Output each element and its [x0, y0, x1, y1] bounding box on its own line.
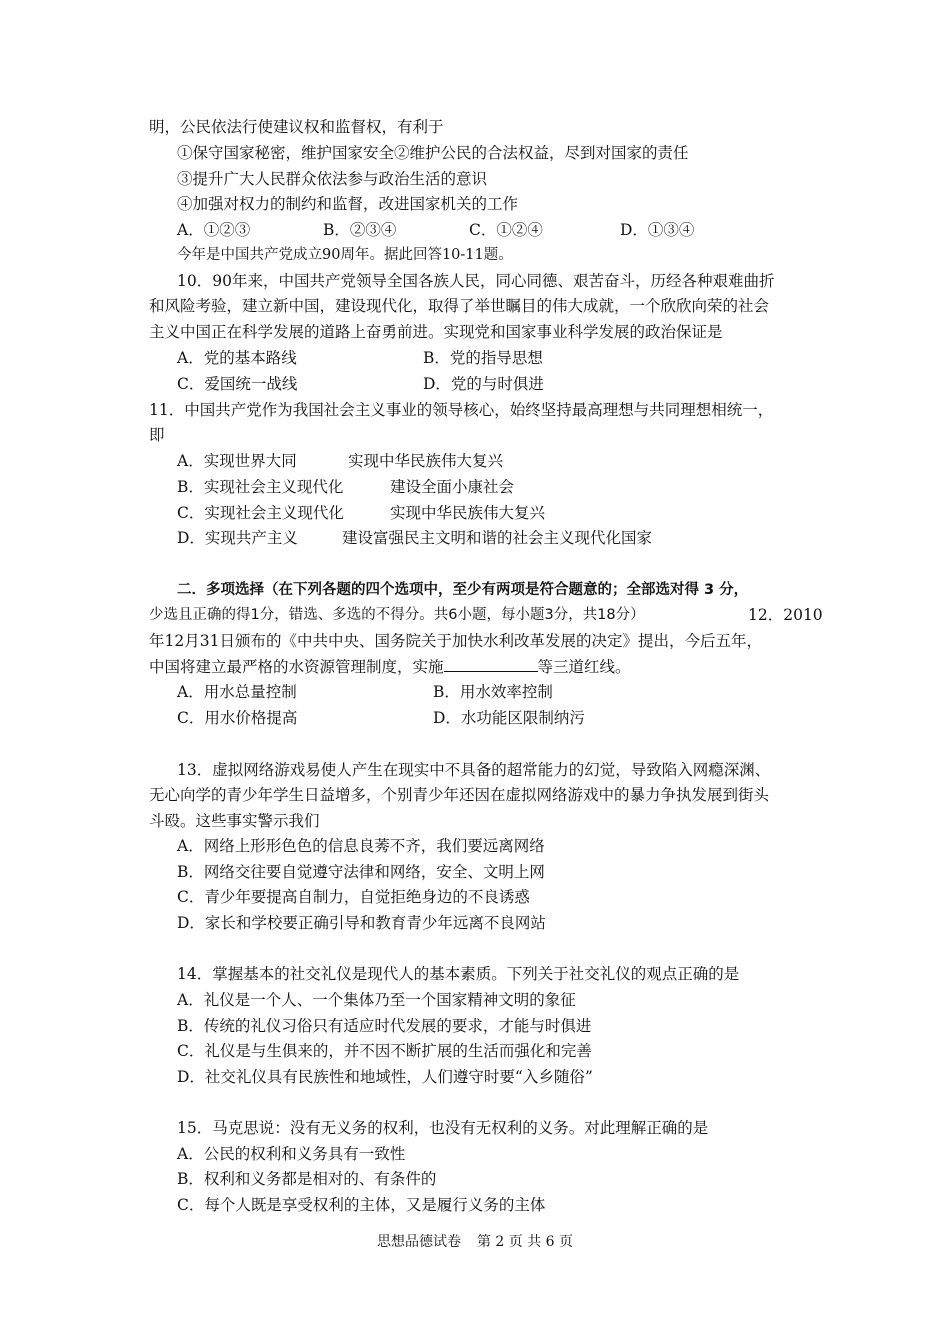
section-2-heading-cont: 少选且正确的得1分，错选、多选的不得分。共6小题，每小题3分，共18分）: [149, 607, 645, 623]
q11-option-a: [177, 451, 504, 471]
context-10-11: 今年是中国共产党成立90周年。据此回答10-11题。: [177, 247, 513, 263]
q13-line-1: 13．虚拟网络游戏易使人产生在现实中不具备的超常能力的幻觉，导致陷入网瘾深渊、: [177, 761, 771, 779]
page-footer: [0, 1231, 950, 1251]
q10-option-d: D．党的与时俱进: [423, 375, 544, 393]
q14-stem: 14．掌握基本的社交礼仪是现代人的基本素质。下列关于社交礼仪的观点正确的是: [177, 965, 740, 983]
section-2-heading: 二．多项选择（在下列各题的四个选项中，至少有两项是符合题意的；全部选对得 3 分，: [177, 582, 749, 598]
q10-line-3: 主义中国正在科学发展的道路上奋勇前进。实现党和国家事业科学发展的政治保证是: [149, 323, 723, 341]
q9-option-c: C．①②④: [469, 221, 543, 239]
q11-option-b-second: 建设全面小康社会: [390, 478, 515, 496]
q12-option-b: B．用水效率控制: [433, 683, 553, 701]
q11-option-b-label: B．实现社会主义现代化: [177, 478, 344, 496]
q9-stem-tail: 明，公民依法行使建议权和监督权，有利于: [149, 118, 444, 136]
q11-option-a-label: A．实现世界大同: [177, 452, 297, 470]
q11-option-b: [177, 477, 515, 497]
q12-number: 12．2010: [748, 606, 823, 624]
q14-option-b: B．传统的礼仪习俗只有适应时代发展的要求，才能与时俱进: [177, 1017, 592, 1035]
q14-option-c: C．礼仪是与生俱来的，并不因不断扩展的生活而强化和完善: [177, 1042, 592, 1060]
q13-option-a: A．网络上形形色色的信息良莠不齐，我们要远离网络: [177, 837, 545, 855]
q12-line-2-post: 等三道红线。: [537, 658, 631, 676]
q11-option-d-label: D．实现共产主义: [177, 529, 298, 547]
q10-option-a: A．党的基本路线: [177, 349, 297, 367]
q12-option-d: D．水功能区限制纳污: [433, 709, 585, 727]
q12-option-c: C．用水价格提高: [177, 709, 298, 727]
q13-option-b: B．网络交往要自觉遵守法律和网络，安全、文明上网: [177, 863, 545, 881]
q10-option-b: B．党的指导思想: [423, 349, 543, 367]
q11-option-d: [177, 528, 653, 548]
q11-option-c: [177, 503, 546, 523]
q9-option-b: B．②③④: [323, 221, 397, 239]
q9-option-a: A．①②③: [177, 221, 251, 239]
footer-subject: 思想品德试卷: [376, 1234, 461, 1250]
q15-option-c: C．每个人既是享受权利的主体，又是履行义务的主体: [177, 1196, 546, 1214]
footer-page-info: 第 2 页 共 6 页: [476, 1234, 574, 1250]
q11-line-2: 即: [149, 426, 165, 444]
q11-option-c-second: 实现中华民族伟大复兴: [390, 504, 546, 522]
q11-option-d-second: 建设富强民主文明和谐的社会主义现代化国家: [342, 529, 653, 547]
q11-option-c-label: C．实现社会主义现代化: [177, 504, 344, 522]
q9-item-1: ①保守国家秘密，维护国家安全②维护公民的合法权益，尽到对国家的责任: [177, 144, 689, 162]
q14-option-d: D．社交礼仪具有民族性和地域性，人们遵守时要“入乡随俗”: [177, 1068, 593, 1086]
q12-line-2-pre: 中国将建立最严格的水资源管理制度，实施: [149, 658, 444, 676]
q9-option-d: D．①③④: [620, 221, 695, 239]
q13-option-c: C．青少年要提高自制力，自觉拒绝身边的不良诱惑: [177, 888, 530, 906]
q12-option-a: A．用水总量控制: [177, 683, 297, 701]
q15-option-b: B．权利和义务都是相对的、有条件的: [177, 1170, 437, 1188]
q9-item-3: ④加强对权力的制约和监督，改进国家机关的工作: [177, 195, 519, 213]
q11-option-a-second: 实现中华民族伟大复兴: [348, 452, 504, 470]
q14-option-a: A．礼仪是一个人、一个集体乃至一个国家精神文明的象征: [177, 991, 576, 1009]
q13-option-d: D．家长和学校要正确引导和教育青少年远离不良网站: [177, 914, 546, 932]
q15-option-a: A．公民的权利和义务具有一致性: [177, 1145, 406, 1163]
q9-item-2: ③提升广大人民群众依法参与政治生活的意识: [177, 170, 488, 188]
q12-line-1: 年12月31日颁布的《中共中央、国务院关于加快水利改革发展的决定》提出，今后五年，: [149, 632, 762, 650]
q13-line-2: 无心向学的青少年学生日益增多，个别青少年还因在虚拟网络游戏中的暴力争执发展到街头: [149, 786, 770, 804]
q12-answer-blank: [444, 657, 538, 672]
q10-line-2: 和风险考验，建立新中国，建设现代化，取得了举世瞩目的伟大成就，一个欣欣向荣的社会: [149, 297, 770, 315]
q13-line-3: 斗殴。这些事实警示我们: [149, 812, 320, 830]
q11-line-1: 11．中国共产党作为我国社会主义事业的领导核心，始终坚持最高理想与共同理想相统一，: [149, 401, 774, 419]
q10-line-1: 10．90年来，中国共产党领导全国各族人民，同心同德、艰苦奋斗，历经各种艰难曲折: [177, 272, 775, 290]
q12-line-2: [149, 657, 631, 677]
q10-option-c: C．爱国统一战线: [177, 375, 298, 393]
q15-stem: 15．马克思说：没有无义务的权利，也没有无权利的义务。对此理解正确的是: [177, 1119, 709, 1137]
